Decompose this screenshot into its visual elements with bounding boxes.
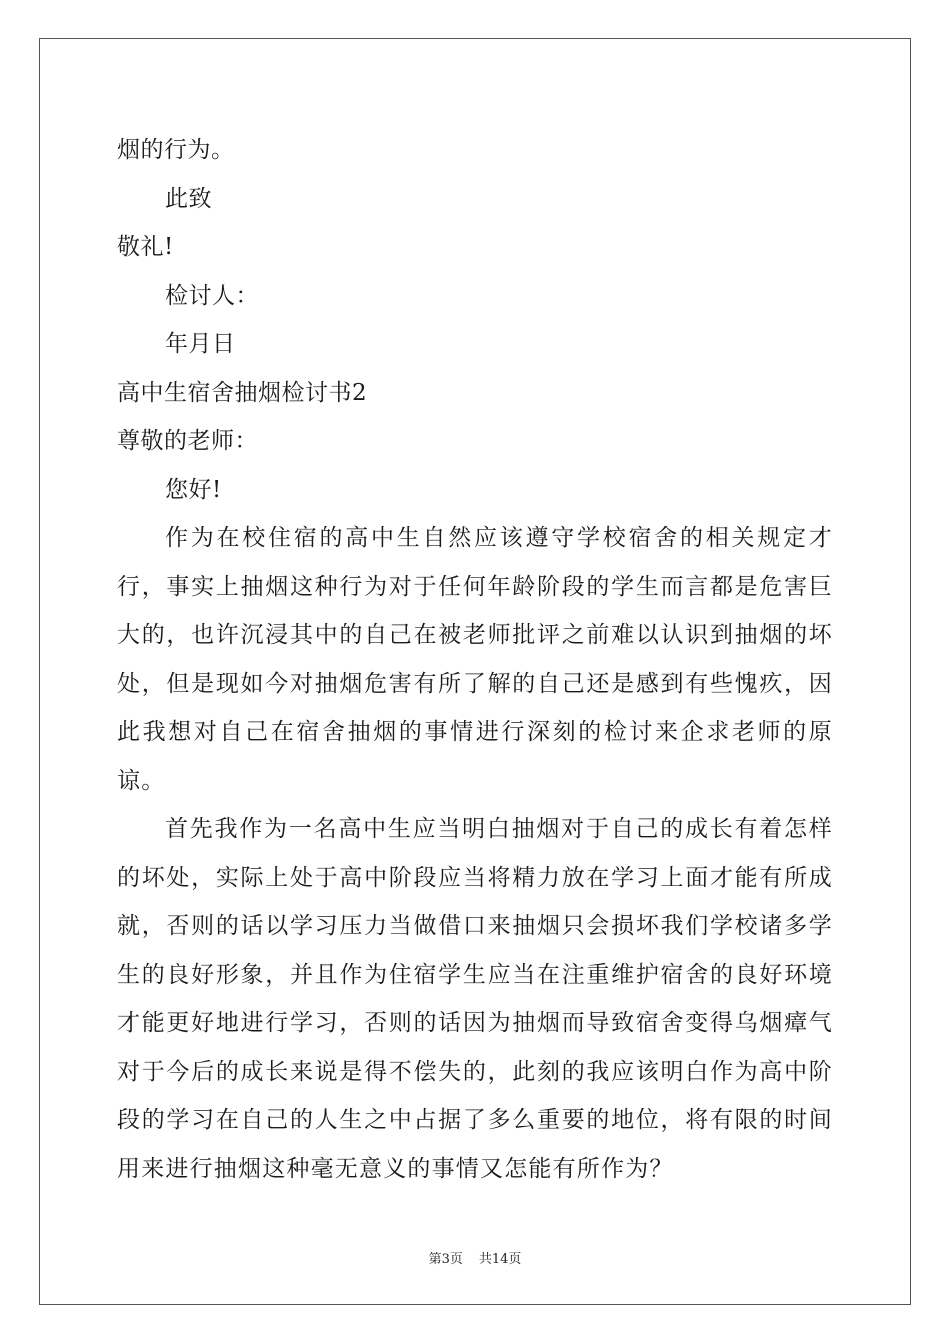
date-label: 年月日 bbox=[165, 331, 236, 357]
paragraph: 首先我作为一名高中生应当明白抽烟对于自己的成长有着怎样的坏处，实际上处于高中阶段应当将精力放在学习上面才能有所成就，否则的话以学习压力当做借口来抽烟只会损坏我们学校诸多学生的良好形象，并且作为住宿学生应当在注重维护宿舍的良好环境才能更好地进行学习，否则的话因为抽烟而导致宿舍变得乌烟瘴气对于今后的成长来说是得不偿失的，此刻的我应该明白作为高中阶段的学习在自己的人生之中占据了多么重要的地位，将有限的时间用来进行抽烟这种毫无意义的事情又怎能有所作为？ bbox=[117, 816, 833, 1182]
closing-salutation: 此致 bbox=[165, 185, 212, 212]
page-footer bbox=[0, 1248, 950, 1267]
signature-label: 检讨人： bbox=[165, 282, 259, 309]
text-line: 烟的行为。 bbox=[117, 137, 235, 163]
paragraph: 作为在校住宿的高中生自然应该遵守学校宿舍的相关规定才行，事实上抽烟这种行为对于任何年龄阶段的学生而言都是危害巨大的，也许沉浸其中的自己在被老师批评之前难以认识到抽烟的坏处，但是现如今对抽烟危害有所了解的自己还是感到有些愧疚，因此我想对自己在宿舍抽烟的事情进行深刻的检讨来企求老师的原谅。 bbox=[117, 525, 833, 794]
page-number: 第3页 bbox=[428, 1252, 463, 1267]
greeting-hello: 您好! bbox=[165, 476, 222, 503]
closing-regards: 敬礼! bbox=[117, 234, 174, 260]
section-title: 高中生宿舍抽烟检讨书2 bbox=[117, 379, 368, 406]
document-body bbox=[117, 126, 833, 1193]
page-total: 共14页 bbox=[478, 1252, 522, 1267]
greeting-line: 尊敬的老师： bbox=[117, 428, 258, 454]
